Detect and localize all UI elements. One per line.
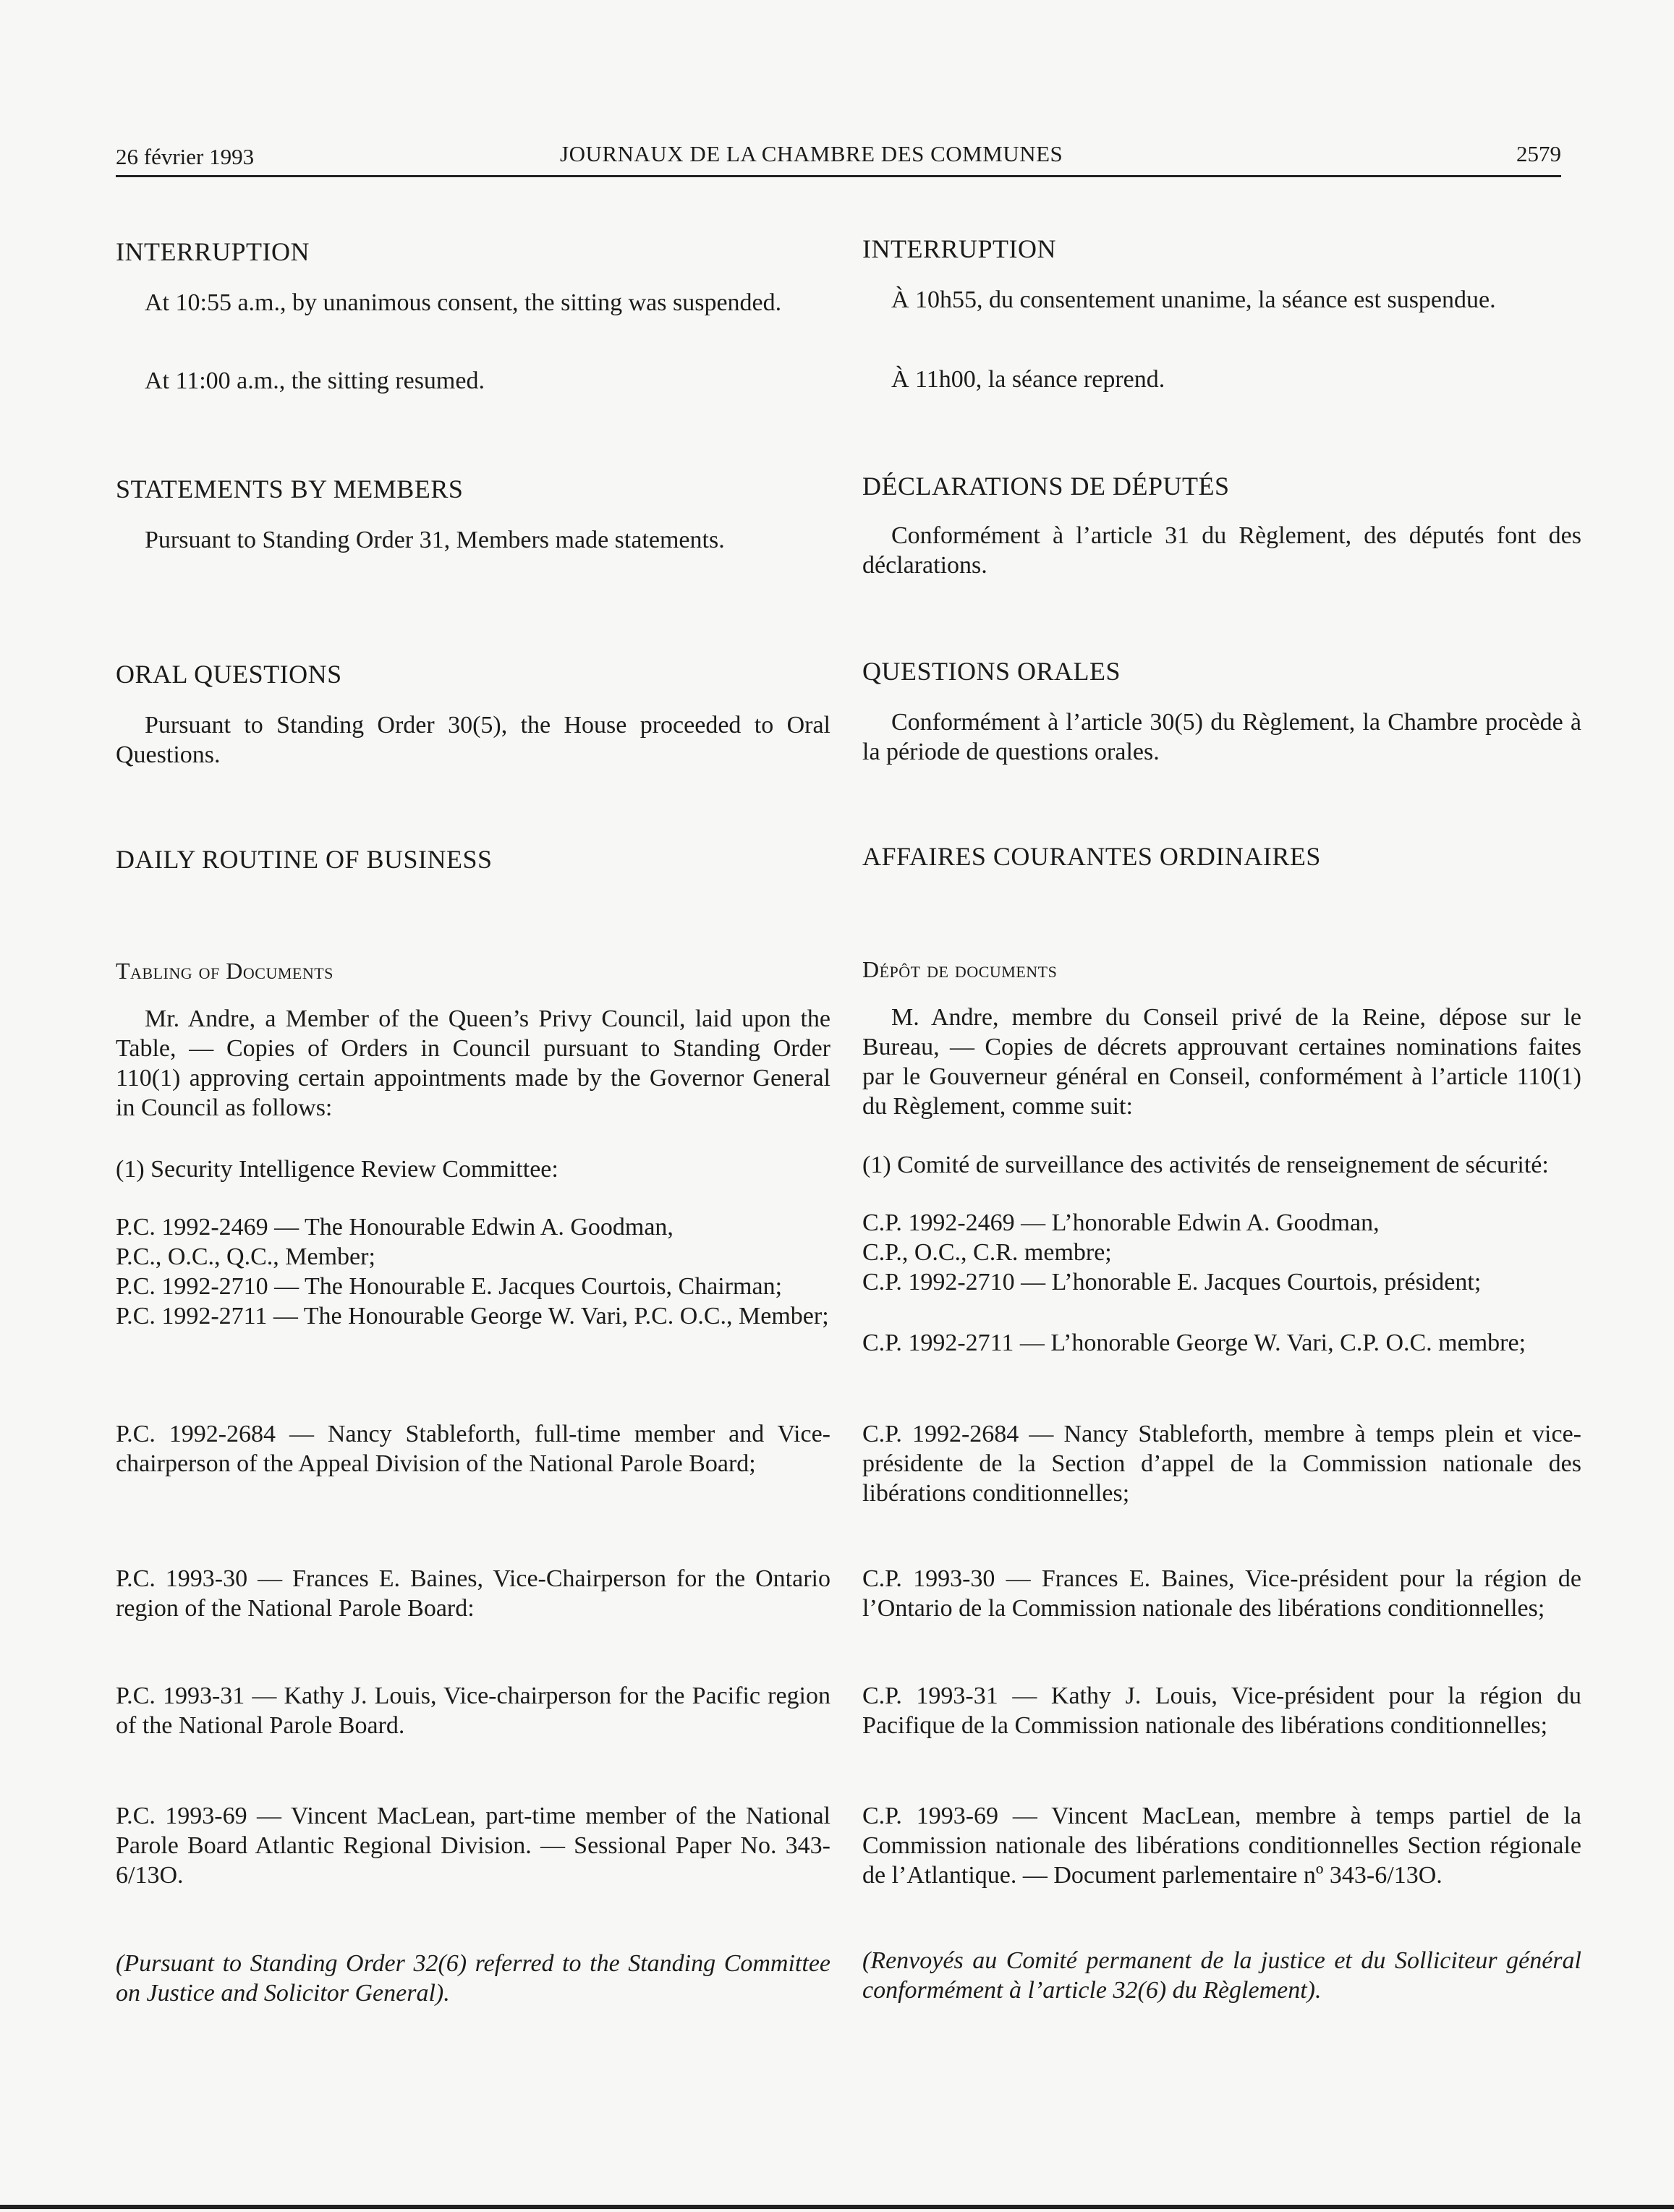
en-order-2469-b: P.C., O.C., Q.C., Member; <box>116 1243 375 1270</box>
en-heading-tabling: Tabling of Documents <box>116 958 333 984</box>
en-heading-oral-questions: ORAL QUESTIONS <box>116 660 342 689</box>
en-order-2710: P.C. 1992-2710 — The Honourable E. Jacques Courtois, Chairman; <box>116 1273 783 1300</box>
fr-order-2710: C.P. 1992-2710 — L’honorable E. Jacques Courtois, président; <box>862 1269 1482 1296</box>
en-order-2469-a: P.C. 1992-2469 — The Honourable Edwin A. Goodman, <box>116 1214 674 1241</box>
fr-order-2469-a: C.P. 1992-2469 — L’honorable Edwin A. Goodman, <box>862 1209 1380 1236</box>
en-order-2711: P.C. 1992-2711 — The Honourable George W. Vari, P.C. O.C., Member; <box>116 1303 829 1330</box>
fr-referral-note: (Renvoyés au Comité permanent de la justice et du Solliciteur général conformément à l’article 32(6) du Règlement). <box>862 1947 1581 2004</box>
en-committee-text: (1) Security Intelligence Review Committee: <box>116 1156 558 1183</box>
fr-heading-tabling: Dépôt de documents <box>862 956 1058 982</box>
en-referral-note: (Pursuant to Standing Order 32(6) referred to the Standing Committee on Justice and Solicitor General). <box>116 1950 830 2007</box>
fr-heading-statements: DÉCLARATIONS DE DÉPUTÉS <box>862 472 1230 501</box>
en-order-list <box>116 1212 830 1331</box>
en-resumed-text: At 11:00 a.m., the sitting resumed. <box>145 367 485 394</box>
fr-order-1993-69: C.P. 1993-69 — Vincent MacLean, membre à temps partiel de la Commission nationale des libérations conditionnelles Section régionale de l’Atlantique. — Document parlementaire nº 343-6/13O. <box>862 1803 1581 1889</box>
en-tabling-text: Mr. Andre, a Member of the Queen’s Privy Council, laid upon the Table, — Copies of Orders in Council pursuant to Standing Order 110(1) approving certain appointments made by the Governor General in Council as follows: <box>116 1005 830 1121</box>
fr-order-2684: C.P. 1992-2684 — Nancy Stableforth, membre à temps plein et vice-présidente de la Section d’appel de la Commission nationale des libérations conditionnelles; <box>862 1421 1581 1507</box>
fr-heading-routine: AFFAIRES COURANTES ORDINAIRES <box>862 842 1321 871</box>
header-date: 26 février 1993 <box>116 144 255 169</box>
en-heading-routine: DAILY ROUTINE OF BUSINESS <box>116 845 493 874</box>
en-order-1993-69: P.C. 1993-69 — Vincent MacLean, part-time member of the National Parole Board Atlantic Regional Division. — Sessional Paper No. 343-6/13O. <box>116 1803 830 1889</box>
running-header <box>116 142 1561 177</box>
en-heading-statements: STATEMENTS BY MEMBERS <box>116 475 464 503</box>
fr-order-1993-30: C.P. 1993-30 — Frances E. Baines, Vice-président pour la région de l’Ontario de la Commission nationale des libérations conditionnelles; <box>862 1565 1581 1622</box>
en-suspended-text: At 10:55 a.m., by unanimous consent, the sitting was suspended. <box>145 289 782 316</box>
header-journal-title: JOURNAUX DE LA CHAMBRE DES COMMUNES <box>560 141 1063 166</box>
fr-oral-questions-text: Conformément à l’article 30(5) du Règlement, la Chambre procède à la période de questions orales. <box>862 709 1581 765</box>
en-heading-interruption: INTERRUPTION <box>116 237 310 266</box>
fr-statements-text: Conformément à l’article 31 du Règlement, des députés font des déclarations. <box>862 522 1581 579</box>
fr-order-2711: C.P. 1992-2711 — L’honorable George W. Vari, C.P. O.C. membre; <box>862 1330 1526 1356</box>
page-bottom-rule <box>0 2205 1674 2209</box>
fr-heading-oral-questions: QUESTIONS ORALES <box>862 657 1121 686</box>
header-page-number: 2579 <box>1516 141 1561 166</box>
en-order-2684: P.C. 1992-2684 — Nancy Stableforth, full-time member and Vice-chairperson of the Appeal Division of the National Parole Board; <box>116 1421 830 1477</box>
en-order-1993-30: P.C. 1993-30 — Frances E. Baines, Vice-Chairperson for the Ontario region of the National Parole Board: <box>116 1565 830 1622</box>
fr-tabling-text: M. Andre, membre du Conseil privé de la Reine, dépose sur le Bureau, — Copies de décrets approuvant certaines nominations faites par le Gouverneur général en Conseil, conformément à l’article 110(1) du Règlement, comme suit: <box>862 1004 1581 1120</box>
fr-order-2469-b: C.P., O.C., C.R. membre; <box>862 1239 1112 1266</box>
en-order-1993-31: P.C. 1993-31 — Kathy J. Louis, Vice-chairperson for the Pacific region of the National Parole Board. <box>116 1683 830 1739</box>
en-oral-questions-text: Pursuant to Standing Order 30(5), the House proceeded to Oral Questions. <box>116 712 830 768</box>
fr-order-1993-31: C.P. 1993-31 — Kathy J. Louis, Vice-président pour la région du Pacifique de la Commission nationale des libérations conditionnelles; <box>862 1683 1581 1739</box>
fr-heading-interruption: INTERRUPTION <box>862 234 1056 263</box>
fr-suspended-text: À 10h55, du consentement unanime, la séance est suspendue. <box>891 286 1496 313</box>
fr-order-list <box>862 1208 1581 1297</box>
fr-resumed-text: À 11h00, la séance reprend. <box>891 366 1165 393</box>
fr-committee-text: (1) Comité de surveillance des activités de renseignement de sécurité: <box>862 1152 1549 1178</box>
en-statements-text: Pursuant to Standing Order 31, Members made statements. <box>145 527 725 553</box>
